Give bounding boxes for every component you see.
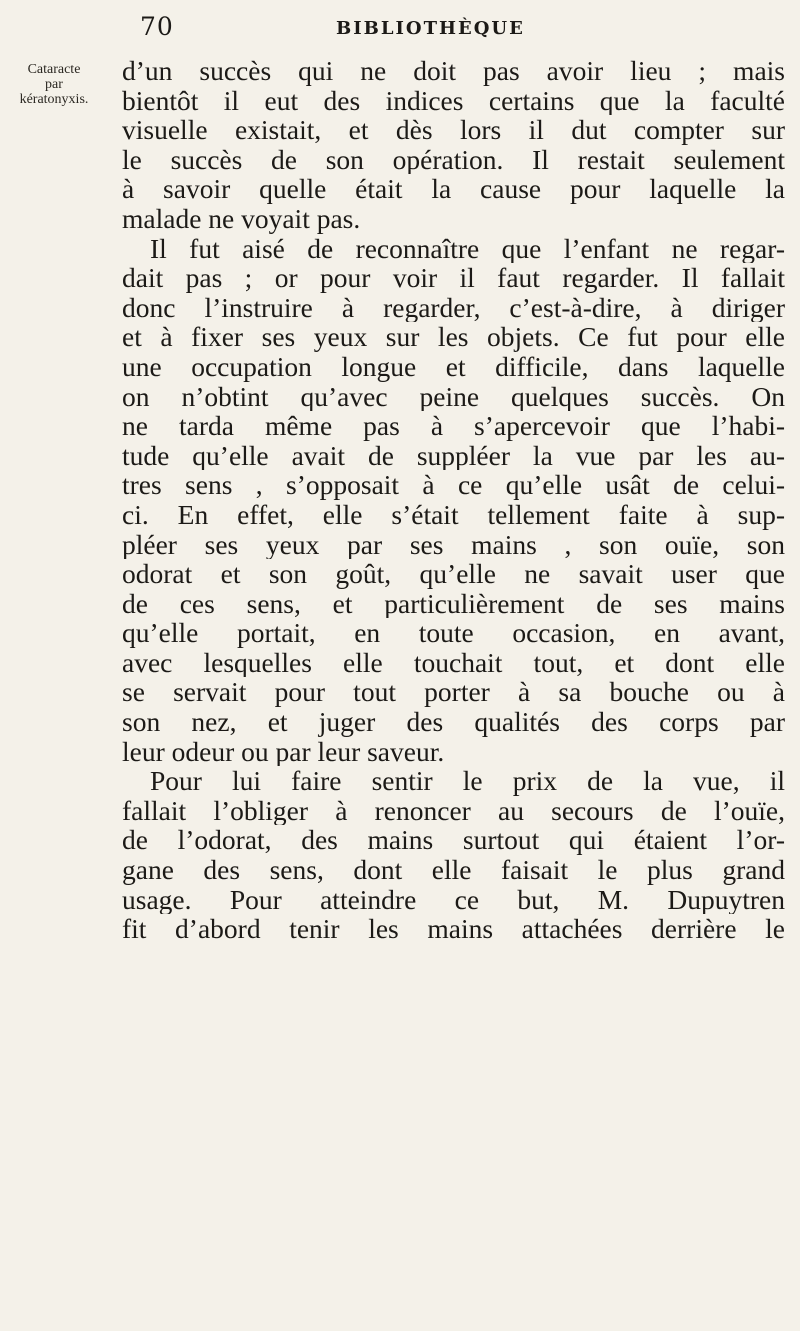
text-line: de l’odorat, des mains surtout qui étaient l’or- bbox=[122, 825, 785, 856]
page-number: 70 bbox=[140, 12, 174, 41]
text-line: et à fixer ses yeux sur les objets. Ce fut pour elle bbox=[122, 322, 785, 352]
text-line: usage. Pour atteindre ce but, M. Dupuytren bbox=[122, 884, 785, 915]
text-line: on n’obtint qu’avec peine quelques succès. On bbox=[122, 381, 785, 412]
text-line: tude qu’elle avait de suppléer la vue par les au- bbox=[122, 440, 785, 471]
text-line: bientôt il eut des indices certains que la faculté bbox=[122, 85, 785, 116]
text-line: dait pas ; or pour voir il faut regarder. Il fallait bbox=[122, 263, 785, 293]
text-line: son nez, et juger des qualités des corps par bbox=[122, 707, 785, 737]
text-line: malade ne voyait pas. bbox=[122, 203, 361, 234]
text-line: visuelle existait, et dès lors il dut compter sur bbox=[122, 115, 785, 145]
paragraph bbox=[122, 56, 785, 234]
margin-note-line: Cataracte bbox=[27, 62, 81, 77]
text-line: à savoir quelle était la cause pour laquelle la bbox=[122, 174, 785, 204]
margin-note-line: kératonyxis. bbox=[19, 92, 89, 107]
text-line: gane des sens, dont elle faisait le plus grand bbox=[122, 855, 785, 885]
text-line: qu’elle portait, en toute occasion, en avant, bbox=[122, 618, 785, 648]
text-line: d’un succès qui ne doit pas avoir lieu ; mais bbox=[122, 56, 785, 86]
body-text bbox=[122, 56, 785, 944]
text-line: odorat et son goût, qu’elle ne savait user que bbox=[122, 559, 785, 589]
running-head: BIBLIOTHÈQUE bbox=[336, 18, 525, 39]
paragraph bbox=[122, 766, 785, 944]
margin-note-line: par bbox=[45, 77, 63, 92]
text-line: Pour lui faire sentir le prix de la vue, il bbox=[150, 766, 785, 796]
text-line: fit d’abord tenir les mains attachées derrière le bbox=[122, 914, 785, 944]
text-line: pléer ses yeux par ses mains , son ouïe, son bbox=[122, 529, 785, 560]
text-line: leur odeur ou par leur saveur. bbox=[122, 736, 445, 767]
text-line: fallait l’obliger à renoncer au secours de l’ouïe, bbox=[122, 795, 785, 826]
text-line: de ces sens, et particulièrement de ses mains bbox=[122, 588, 785, 619]
text-line: avec lesquelles elle touchait tout, et dont elle bbox=[122, 647, 785, 678]
paragraph bbox=[122, 234, 785, 767]
text-line: se servait pour tout porter à sa bouche ou à bbox=[122, 677, 785, 708]
margin-note bbox=[8, 62, 100, 107]
text-line: le succès de son opération. Il restait seulement bbox=[122, 144, 785, 175]
text-line: une occupation longue et difficile, dans laquelle bbox=[122, 351, 785, 382]
page-header bbox=[0, 8, 800, 48]
text-line: tres sens , s’opposait à ce qu’elle usât de celui- bbox=[122, 470, 785, 500]
text-line: Il fut aisé de reconnaître que l’enfant ne regar- bbox=[150, 233, 785, 264]
text-line: donc l’instruire à regarder, c’est-à-dire, à diriger bbox=[122, 292, 785, 323]
text-line: ne tarda même pas à s’apercevoir que l’habi- bbox=[122, 411, 785, 441]
text-line: ci. En effet, elle s’était tellement faite à sup- bbox=[122, 499, 785, 530]
